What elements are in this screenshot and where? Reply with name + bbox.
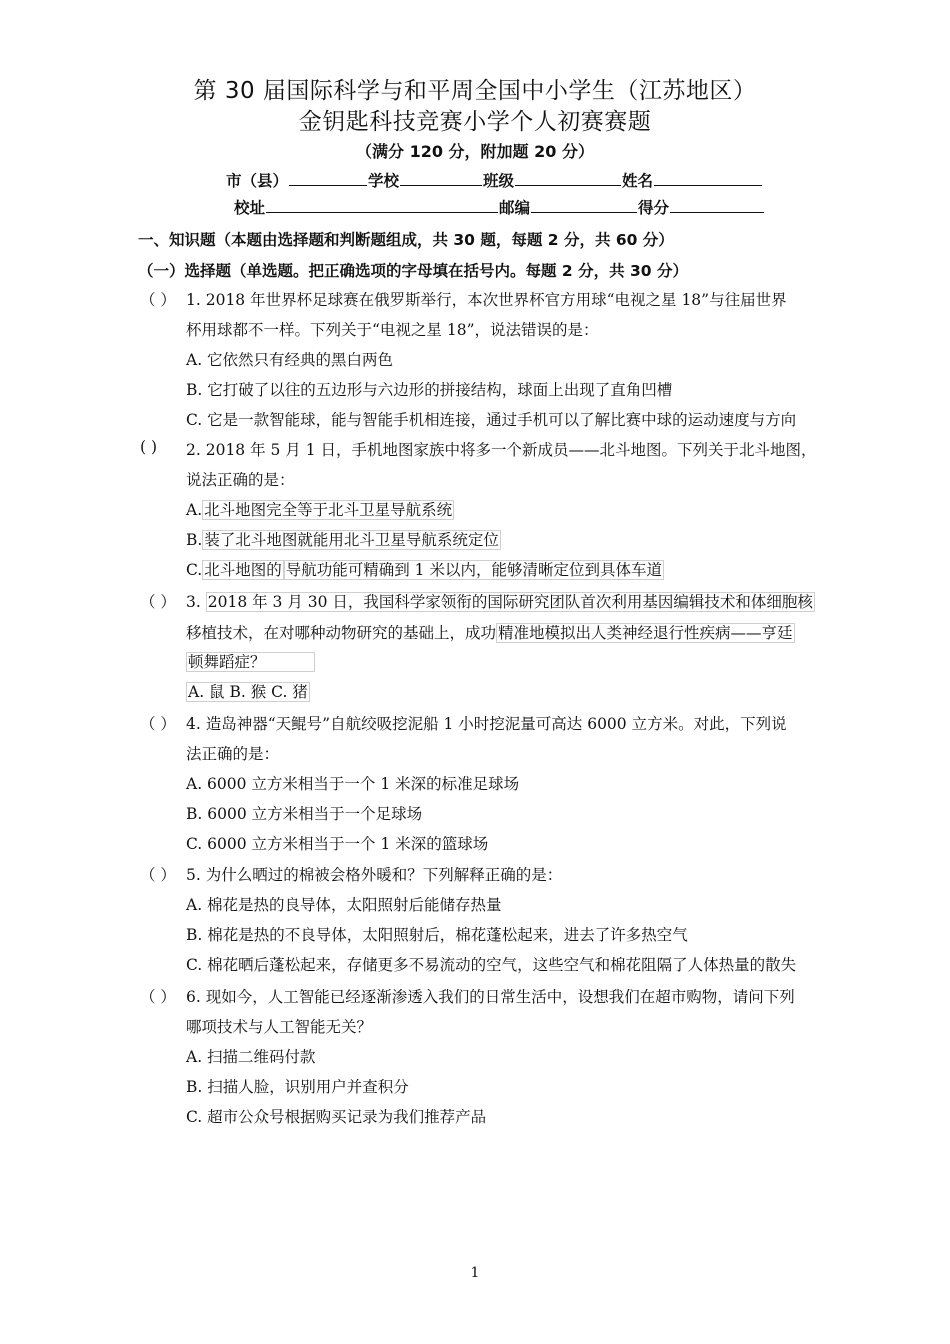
q3-stem-line3-text: 顿舞蹈症？ xyxy=(186,652,315,672)
q2-option-a-text: 北斗地图完全等于北斗卫星导航系统 xyxy=(204,501,453,519)
school-label: 学校 xyxy=(368,172,400,190)
q5-option-b: B. 棉花是热的不良导体，太阳照射后，棉花蓬松起来，进去了许多热空气 xyxy=(186,926,688,944)
q1-stem-line1: 1. 2018 年世界杯足球赛在俄罗斯举行，本次世界杯官方用球“电视之星 18”与往届世界 xyxy=(186,291,787,309)
q2-option-b-text: 装了北斗地图就能用北斗卫星导航系统定位 xyxy=(204,531,499,549)
score-label: 得分 xyxy=(638,199,670,217)
score-note: （满分 120 分，附加题 20 分） xyxy=(356,142,594,161)
answer-paren-q1[interactable]: （ ） xyxy=(140,291,176,309)
school-blank[interactable] xyxy=(400,169,482,186)
q3-options-text: A. 鼠 B. 猴 C. 猪 xyxy=(188,683,308,701)
q4-option-b: B. 6000 立方米相当于一个足球场 xyxy=(186,805,423,823)
address-blank[interactable] xyxy=(266,196,498,213)
q2-option-c-prefix: C. xyxy=(186,561,203,579)
postcode-blank[interactable] xyxy=(531,196,637,213)
q3-stem-line3 xyxy=(186,650,315,672)
class-label: 班级 xyxy=(483,172,515,190)
section-knowledge: 一、知识题（本题由选择题和判断题组成，共 30 题，每题 2 分，共 60 分） xyxy=(138,231,674,249)
q4-stem-line1: 4. 造岛神器“天鲲号”自航绞吸挖泥船 1 小时挖泥量可高达 6000 立方米。对此，下列说 xyxy=(186,715,787,733)
info-row-1 xyxy=(226,169,763,191)
city-blank[interactable] xyxy=(289,169,367,186)
q3-stem-line1 xyxy=(186,590,815,612)
answer-paren-q6[interactable]: （ ） xyxy=(140,988,176,1006)
q6-option-c: C. 超市公众号根据购买记录为我们推荐产品 xyxy=(186,1108,487,1126)
q6-stem-line2: 哪项技术与人工智能无关？ xyxy=(186,1018,373,1036)
q4-option-c: C. 6000 立方米相当于一个 1 米深的篮球场 xyxy=(186,835,489,853)
q5-option-a: A. 棉花是热的良导体，太阳照射后能储存热量 xyxy=(186,896,502,914)
q2-option-a xyxy=(186,498,454,520)
q2-stem-line1: 2. 2018 年 5 月 1 日，手机地图家族中将多一个新成员——北斗地图。下列关于北斗地图， xyxy=(186,441,817,459)
q2-option-c-text1: 北斗地图的 xyxy=(204,561,282,579)
q1-stem-line2: 杯用球都不一样。下列关于“电视之星 18”，说法错误的是： xyxy=(186,321,599,339)
answer-paren-q3[interactable]: （ ） xyxy=(140,593,176,611)
address-label: 校址 xyxy=(234,199,266,217)
name-blank[interactable] xyxy=(654,169,762,186)
q1-option-b: B. 它打破了以往的五边形与六边形的拼接结构，球面上出现了直角凹槽 xyxy=(186,381,673,399)
q2-option-b-prefix: B. xyxy=(186,531,203,549)
q5-stem-line1: 5. 为什么晒过的棉被会格外暖和？下列解释正确的是： xyxy=(186,866,563,884)
q6-option-a: A. 扫描二维码付款 xyxy=(186,1048,316,1066)
q3-stem-line1-text: 2018 年 3 月 30 日，我国科学家领衔的国际研究团队首次利用基因编辑技术和体细胞核 xyxy=(207,593,813,611)
class-blank[interactable] xyxy=(515,169,621,186)
info-row-2 xyxy=(234,196,765,218)
q3-number: 3. xyxy=(186,593,201,611)
q2-option-b xyxy=(186,528,501,550)
exam-title-line1: 第 30 届国际科学与和平周全国中小学生（江苏地区） xyxy=(193,78,757,104)
section-multiple-choice: （一）选择题（单选题。把正确选项的字母填在括号内。每题 2 分，共 30 分） xyxy=(138,262,688,280)
q6-stem-line1: 6. 现如今，人工智能已经逐渐渗透入我们的日常生活中，设想我们在超市购物，请问下列 xyxy=(186,988,795,1006)
q3-stem-line2-text-b: 精准地模拟出人类神经退行性疾病——亨廷 xyxy=(498,624,793,642)
q5-option-c: C. 棉花晒后蓬松起来，存储更多不易流动的空气，这些空气和棉花阻隔了人体热量的散失 xyxy=(186,956,797,974)
score-blank[interactable] xyxy=(670,196,764,213)
q6-option-b: B. 扫描人脸，识别用户并查积分 xyxy=(186,1078,409,1096)
q2-option-a-prefix: A. xyxy=(186,501,203,519)
q2-stem-line2: 说法正确的是： xyxy=(186,471,295,489)
exam-title-line2: 金钥匙科技竞赛小学个人初赛赛题 xyxy=(298,109,652,135)
city-label: 市（县） xyxy=(226,172,289,190)
q1-option-c: C. 它是一款智能球，能与智能手机相连接，通过手机可以了解比赛中球的运动速度与方向 xyxy=(186,411,797,429)
q4-stem-line2: 法正确的是： xyxy=(186,745,280,763)
q3-stem-line2 xyxy=(186,621,795,643)
page-number: 1 xyxy=(470,1265,480,1281)
name-label: 姓名 xyxy=(622,172,654,190)
postcode-label: 邮编 xyxy=(499,199,531,217)
q4-option-a: A. 6000 立方米相当于一个 1 米深的标准足球场 xyxy=(186,775,520,793)
q3-options xyxy=(186,680,310,702)
answer-paren-q5[interactable]: （ ） xyxy=(140,866,176,884)
answer-paren-q2[interactable]: ( ) xyxy=(140,438,158,456)
q3-stem-line2-text-a: 移植技术，在对哪种动物研究的基础上，成功 xyxy=(186,624,497,642)
q1-option-a: A. 它依然只有经典的黑白两色 xyxy=(186,351,394,369)
answer-paren-q4[interactable]: （ ） xyxy=(140,715,176,733)
q2-option-c xyxy=(186,558,664,580)
q2-option-c-text2: 导航功能可精确到 1 米以内，能够清晰定位到具体车道 xyxy=(285,561,662,579)
